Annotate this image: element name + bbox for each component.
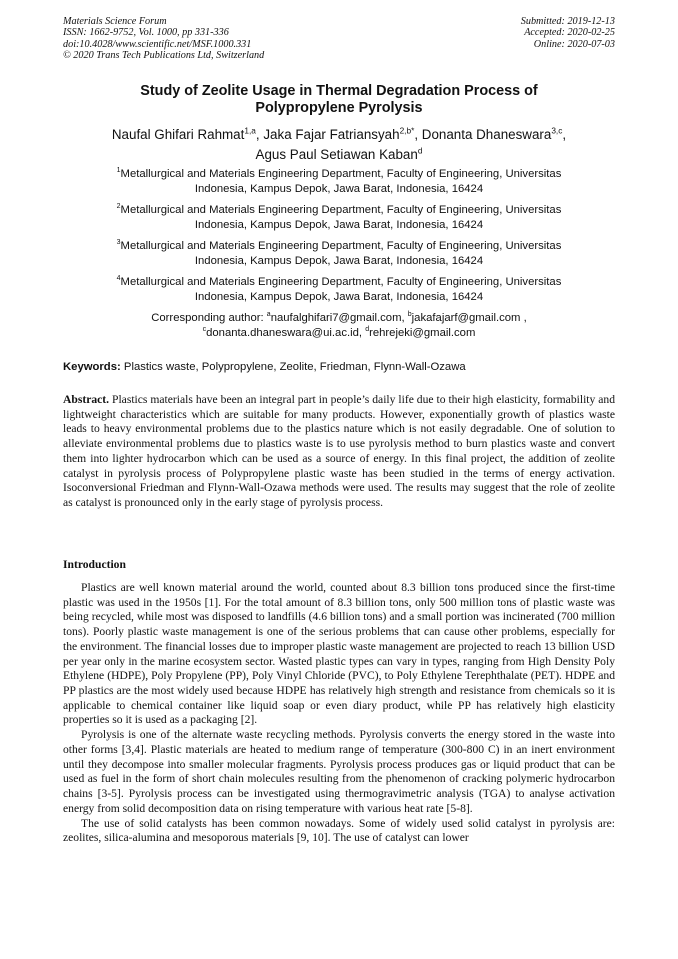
email-sup: b: [407, 311, 412, 319]
email-sup: c: [202, 326, 207, 334]
author-list: [40, 125, 638, 165]
journal-header-right: [521, 16, 615, 50]
doi-line[interactable]: doi:10.4028/www.scientific.net/MSF.1000.331: [63, 38, 252, 50]
author-affil-sup: 1,a: [244, 125, 256, 136]
affiliation-item: [63, 275, 615, 306]
journal-name: Materials Science Forum: [63, 16, 167, 27]
affiliation-text: Metallurgical and Materials Engineering Department, Faculty of Engineering, Universitas: [120, 168, 562, 180]
affiliation-item: [63, 239, 615, 270]
author-name: Agus Paul Setiawan Kaban: [255, 147, 418, 162]
affiliation-item: [63, 203, 615, 234]
author-name: Jaka Fajar Fatriansyah: [263, 127, 400, 142]
affiliation-sup: 3: [116, 239, 121, 247]
affiliation-list: [63, 167, 615, 311]
section-heading-introduction: Introduction: [63, 558, 126, 571]
author-name: Naufal Ghifari Rahmat: [111, 127, 245, 142]
abstract: [63, 393, 615, 511]
title-line-2: Polypropylene Pyrolysis: [255, 99, 423, 116]
affiliation-text: Indonesia, Kampus Depok, Jawa Barat, Indonesia, 16424: [194, 219, 484, 232]
keywords-line: [63, 360, 615, 374]
email-separator: ,: [401, 312, 408, 324]
email-sup: d: [365, 326, 370, 334]
paper-title: [63, 83, 615, 116]
paragraph: Plastics are well known material around the world, counted about 8.3 billion tons produced since the first-time plastic was used in the 1950s [1]. For the total amount of 8.3 billion tons, only 500 million tons of plastic waste was being recycled, while most was disposed to landfills (4.6 billion tons) and a small portion was incinerated (700 million tons). Poorly plastic waste management is one of the serious problems that can cause other problems, especially for the environment. The financial losses due to improper plastic waste management are projected to reach 13 billion USD per year only in the marine ecosystem sector. Wasted plastic types can vary in types, ranging from High Density Poly Ethylene (HDPE), Poly Propylene (PP), Poly Vinyl Chloride (PVC), to Poly Ethylene Terephthalate (PET). HDPE and PP plastics are the most widely used because HDPE has relatively high strength and resistance from chemicals so it is applicable to chemical container like liquid soap or even diary product, while PP has relatively high elasticity properties so it is used as a packaging [2].: [63, 581, 615, 727]
email-link[interactable]: rehrejeki@gmail.com: [369, 327, 476, 340]
introduction-body: [63, 581, 615, 846]
online-date: Online: 2020-07-03: [533, 38, 615, 50]
author-separator: ,: [414, 127, 422, 142]
email-link[interactable]: jakafajarf@gmail.com: [411, 312, 521, 324]
author-affil-sup: 2,b*: [399, 125, 415, 136]
affiliation-text: Metallurgical and Materials Engineering Department, Faculty of Engineering, Universitas: [120, 239, 562, 252]
submitted-date: Submitted: 2019-12-13: [520, 16, 615, 27]
affiliation-text: Metallurgical and Materials Engineering Department, Faculty of Engineering, Universitas: [120, 203, 562, 216]
author-affil-sup: d: [417, 145, 423, 156]
paragraph: The use of solid catalysts has been common nowadays. Some of widely used solid catalyst in pyrolysis are: zeolites, silica-alumina and mesoporous materials [9, 10]. The use of catalyst can lower: [63, 816, 615, 845]
copyright-line: © 2020 Trans Tech Publications Ltd, Switzerland: [63, 50, 265, 62]
email-link[interactable]: donanta.dhaneswara@ui.ac.id: [206, 327, 359, 340]
affiliation-sup: 4: [116, 274, 121, 282]
email-separator: ,: [358, 327, 366, 340]
abstract-label: Abstract.: [63, 393, 110, 406]
paragraph: Pyrolysis is one of the alternate waste recycling methods. Pyrolysis converts the energy stored in the waste into other forms [3,4]. Plastic materials are heated to medium range of temperature (300-800 C) in an inert environment until they decompose into smaller molecular fragments. Pyrolysis process produces gas or liquid product that can be used as fuel in the form of short chain molecules resulting from the phenomenon of cracking polymeric hydrocarbon chains [3-5]. Pyrolysis process can be investigated using thermogravimetric analysis (TGA) to analyse activation energy from solid decomposition data on rising temperature with various heat rate [5-8].: [63, 728, 615, 815]
affiliation-sup: 2: [116, 203, 121, 211]
keywords-text: Plastics waste, Polypropylene, Zeolite, Friedman, Flynn-Wall-Ozawa: [123, 361, 466, 373]
abstract-text: Plastics materials have been an integral part in people’s daily life due to their high elasticity, formability and lightweight characteristics which are suitable for many products. However, exponentially growth of plastics waste leads to heavy environmental problems due to the plastics nature which is not easily degradable. One of solution to alleviate environmental problems due to plastics waste is to use pyrolysis method to burn plastics waste and convert them into lighter hydrocarbon which can be used as a source of energy. In this final project, the addition of zeolite catalyst in pyrolysis process of Polypropylene plastic waste has been studied in the terms of energy activation. Isoconversional Friedman and Flynn-Wall-Ozawa methods were used. The results may suggest that the role of zeolite as catalyst is pronounced only in the early stage of pyrolysis process.: [63, 393, 615, 510]
affiliation-text: Indonesia, Kampus Depok, Jawa Barat, Indonesia, 16424: [194, 290, 484, 303]
author-name: Donanta Dhaneswara: [421, 127, 552, 142]
author-affil-sup: 3,c: [551, 125, 563, 136]
title-line-1: Study of Zeolite Usage in Thermal Degradation Process of: [140, 83, 538, 99]
email-separator: ,: [520, 312, 527, 324]
affiliation-text: Indonesia, Kampus Depok, Jawa Barat, Indonesia, 16424: [194, 255, 484, 268]
email-link[interactable]: naufalghifari7@gmail.com: [270, 312, 402, 324]
affiliation-item: [63, 167, 615, 198]
affiliation-text: Metallurgical and Materials Engineering Department, Faculty of Engineering, Universitas: [120, 275, 562, 288]
author-separator: ,: [255, 127, 264, 142]
email-sup: a: [266, 311, 271, 319]
corresponding-authors: [63, 311, 615, 342]
accepted-date: Accepted: 2020-02-25: [524, 27, 615, 39]
issn-line: ISSN: 1662-9752, Vol. 1000, pp 331-336: [63, 27, 229, 39]
affiliation-sup: 1: [116, 167, 121, 175]
corresponding-label: Corresponding author:: [151, 312, 267, 324]
keywords-label: Keywords:: [63, 361, 121, 373]
journal-header-left: [63, 16, 264, 62]
affiliation-text: Indonesia, Kampus Depok, Jawa Barat, Indonesia, 16424: [194, 183, 484, 196]
author-separator: ,: [562, 127, 567, 142]
